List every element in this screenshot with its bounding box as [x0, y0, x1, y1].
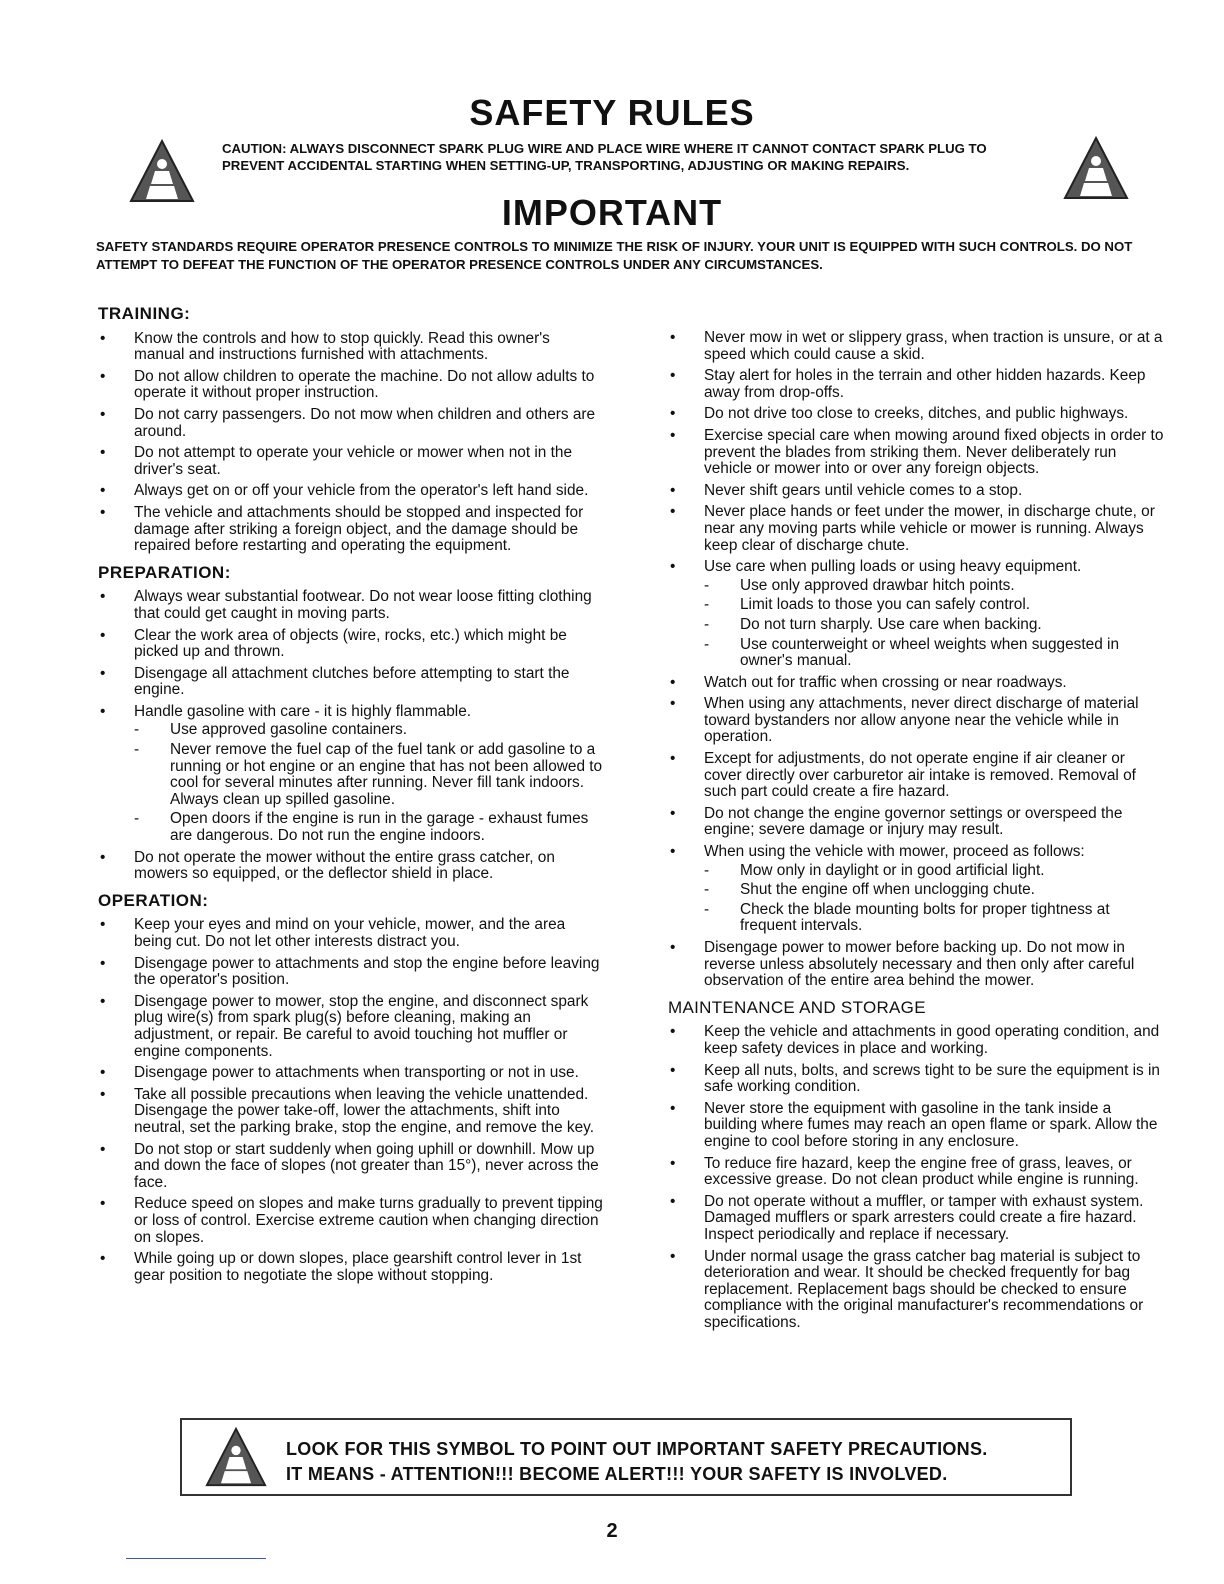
list-item: • Do not drive too close to creeks, ditches, and public highways. [668, 406, 1166, 423]
preparation-list [98, 589, 604, 883]
maintenance-heading: MAINTENANCE AND STORAGE [668, 997, 926, 1017]
list-item: • Always wear substantial footwear. Do not wear loose fitting clothing that could get caught in moving parts. [98, 589, 604, 622]
list-item: • Keep your eyes and mind on your vehicle, mower, and the area being cut. Do not let other interests distract you. [98, 917, 604, 950]
safety-symbol-box [180, 1418, 1072, 1496]
list-item: • Do not operate without a muffler, or tamper with exhaust system. Damaged mufflers or spark arresters could create a fire hazard. Inspect periodically and replace if necessary. [668, 1194, 1166, 1244]
important-heading: IMPORTANT [501, 192, 723, 233]
list-item: • Do not attempt to operate your vehicle or mower when not in the driver's seat. [98, 445, 604, 478]
sublist-item: - Never remove the fuel cap of the fuel tank or add gasoline to a running or hot engine or an engine that has not been allowed to cool for several minutes after running. Never fill tank indoors. Always clean up spilled gasoline. [134, 742, 604, 808]
list-item: • Clear the work area of objects (wire, rocks, etc.) which might be picked up and thrown. [98, 628, 604, 661]
list-item: • Do not change the engine governor settings or overspeed the engine; severe damage or injury may result. [668, 806, 1166, 839]
list-item: • Disengage power to attachments when transporting or not in use. [98, 1065, 604, 1082]
caution-text: CAUTION: ALWAYS DISCONNECT SPARK PLUG WIRE AND PLACE WIRE WHERE IT CANNOT CONTACT SPARK PLUG TO PREVENT ACCIDENTAL STARTING WHEN SETTING-UP, TRANSPORTING, ADJUSTING OR MAKING REPAIRS. [222, 141, 987, 173]
list-item: • Under normal usage the grass catcher bag material is subject to deterioration and wear. It should be checked frequently for bag replacement. Replacement bags should be checked to ensure compliance with the original manufacturer's recommendations or specifications. [668, 1249, 1166, 1332]
list-item: • Do not carry passengers. Do not mow when children and others are around. [98, 407, 604, 440]
list-item: • While going up or down slopes, place gearshift control lever in 1st gear position to negotiate the slope without stopping. [98, 1251, 604, 1284]
mower-sublist [704, 863, 1166, 935]
list-item: • Keep all nuts, bolts, and screws tight to be sure the equipment is in safe working condition. [668, 1063, 1166, 1096]
list-item: • Do not operate the mower without the entire grass catcher, on mowers so equipped, or the deflector shield in place. [98, 850, 604, 883]
list-item: • Take all possible precautions when leaving the vehicle unattended. Disengage the power take-off, lower the attachments, shift into neutral, set the parking brake, stop the engine, and remove the key. [98, 1087, 604, 1137]
list-item: • Keep the vehicle and attachments in good operating condition, and keep safety devices in place and working. [668, 1024, 1166, 1057]
list-item-text: Use care when pulling loads or using heavy equipment. [704, 558, 1082, 576]
list-item: • Disengage power to mower before backing up. Do not mow in reverse unless absolutely necessary and then only after careful observation of the entire area behind the mower. [668, 940, 1166, 990]
operation-continued-list [668, 330, 1166, 990]
maintenance-list [668, 1024, 1166, 1331]
list-item [98, 704, 604, 845]
list-item: • Exercise special care when mowing around fixed objects in order to prevent the blades from striking them. Never deliberately run vehicle or mower into or over any foreign objects. [668, 428, 1166, 478]
sublist-item: - Use approved gasoline containers. [134, 722, 604, 739]
list-item: • Never place hands or feet under the mower, in discharge chute, or near any moving parts while vehicle or mower is running. Always keep clear of discharge chute. [668, 504, 1166, 554]
page-number: 2 [606, 1520, 618, 1542]
list-item [668, 844, 1166, 935]
footer-line-2: IT MEANS - ATTENTION!!! BECOME ALERT!!! YOUR SAFETY IS INVOLVED. [286, 1464, 948, 1484]
sublist-item: - Limit loads to those you can safely control. [704, 597, 1166, 614]
sublist-item: - Do not turn sharply. Use care when backing. [704, 617, 1166, 634]
gasoline-sublist [134, 722, 604, 844]
list-item: • Know the controls and how to stop quickly. Read this owner's manual and instructions furnished with attachments. [98, 331, 604, 364]
safety-standards-text: SAFETY STANDARDS REQUIRE OPERATOR PRESENCE CONTROLS TO MINIMIZE THE RISK OF INJURY. YOUR UNIT IS EQUIPPED WITH SUCH CONTROLS. DO NOT ATTEMPT TO DEFEAT THE FUNCTION OF THE OPERATOR PRESENCE CONTROLS UNDER ANY CIRCUMSTANCES. [96, 239, 1133, 272]
preparation-heading: PREPARATION: [98, 562, 231, 582]
training-list [98, 331, 604, 555]
page-title: SAFETY RULES [469, 92, 755, 133]
list-item: • Watch out for traffic when crossing or near roadways. [668, 675, 1166, 692]
list-item: • To reduce fire hazard, keep the engine free of grass, leaves, or excessive grease. Do not clean product while engine is running. [668, 1156, 1166, 1189]
divider [126, 1558, 266, 1559]
loads-sublist [704, 578, 1166, 670]
sublist-item: - Open doors if the engine is run in the garage - exhaust fumes are dangerous. Do not run the engine indoors. [134, 811, 604, 844]
sublist-item: - Check the blade mounting bolts for proper tightness at frequent intervals. [704, 902, 1166, 935]
sublist-item: - Use only approved drawbar hitch points. [704, 578, 1166, 595]
list-item: • When using any attachments, never direct discharge of material toward bystanders nor allow anyone near the vehicle while in operation. [668, 696, 1166, 746]
list-item-text: Handle gasoline with care - it is highly flammable. [134, 702, 472, 720]
list-item: • Never store the equipment with gasoline in the tank inside a building where fumes may reach an open flame or spark. Allow the engine to cool before storing in any enclosure. [668, 1101, 1166, 1151]
list-item [668, 559, 1166, 670]
list-item: • Except for adjustments, do not operate engine if air cleaner or cover directly over carburetor air intake is removed. Removal of such part could create a fire hazard. [668, 751, 1166, 801]
footer-line-1: LOOK FOR THIS SYMBOL TO POINT OUT IMPORTANT SAFETY PRECAUTIONS. [286, 1439, 988, 1459]
list-item: • Never mow in wet or slippery grass, when traction is unsure, or at a speed which could cause a skid. [668, 330, 1166, 363]
warning-triangle-icon [204, 1426, 268, 1488]
sublist-item: - Mow only in daylight or in good artificial light. [704, 863, 1166, 880]
operation-list [98, 917, 604, 1284]
training-heading: TRAINING: [98, 304, 191, 323]
list-item: • Never shift gears until vehicle comes to a stop. [668, 483, 1166, 500]
list-item: • Reduce speed on slopes and make turns gradually to prevent tipping or loss of control. Exercise extreme caution when changing direction on slopes. [98, 1196, 604, 1246]
sublist-item: - Use counterweight or wheel weights when suggested in owner's manual. [704, 637, 1166, 670]
list-item: • The vehicle and attachments should be stopped and inspected for damage after striking a foreign object, and the damage should be repaired before restarting and operating the equipment. [98, 505, 604, 555]
list-item: • Disengage power to attachments and stop the engine before leaving the operator's position. [98, 956, 604, 989]
list-item: • Always get on or off your vehicle from the operator's left hand side. [98, 483, 604, 500]
list-item-text: When using the vehicle with mower, proceed as follows: [704, 843, 1085, 861]
operation-heading: OPERATION: [98, 890, 209, 910]
list-item: • Stay alert for holes in the terrain and other hidden hazards. Keep away from drop-offs. [668, 368, 1166, 401]
list-item: • Disengage all attachment clutches before attempting to start the engine. [98, 666, 604, 699]
right-column [668, 330, 1166, 1337]
sublist-item: - Shut the engine off when unclogging chute. [704, 882, 1166, 899]
list-item: • Do not stop or start suddenly when going uphill or downhill. Mow up and down the face of slopes (not greater than 15°), never across the face. [98, 1142, 604, 1192]
list-item: • Do not allow children to operate the machine. Do not allow adults to operate it without proper instruction. [98, 369, 604, 402]
left-column [98, 306, 604, 1290]
list-item: • Disengage power to mower, stop the engine, and disconnect spark plug wire(s) from spark plug(s) before cleaning, making an adjustment, or repair. Be careful to avoid touching hot muffler or engine components. [98, 994, 604, 1060]
safety-symbol-text [286, 1437, 988, 1487]
